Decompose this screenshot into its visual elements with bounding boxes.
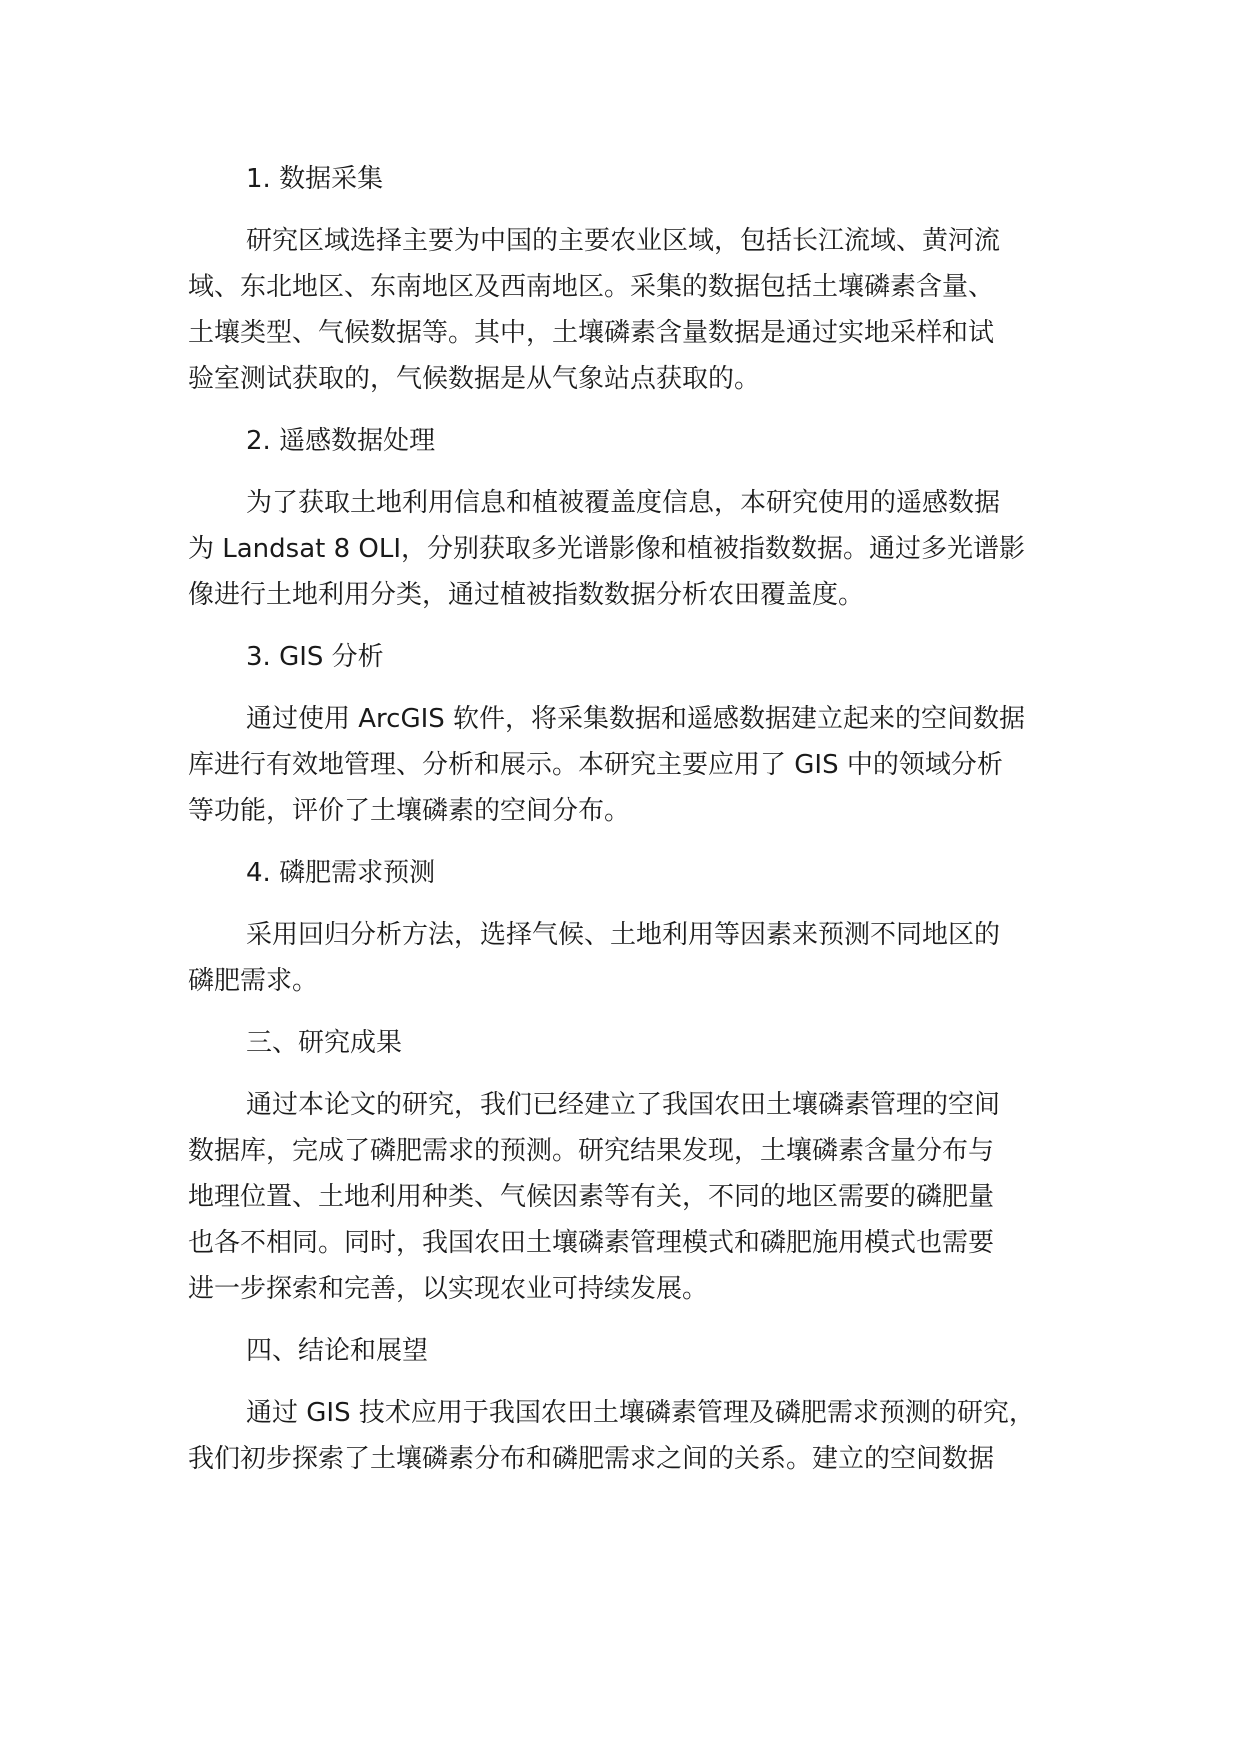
- section-heading-conclusion: 四、结论和展望: [246, 1336, 429, 1366]
- paragraph-line: 验室测试获取的，气候数据是从气象站点获取的。: [188, 364, 761, 394]
- section-heading-data-collection: 1. 数据采集: [246, 164, 384, 194]
- paragraph-line: 数据库，完成了磷肥需求的预测。研究结果发现，土壤磷素含量分布与: [188, 1136, 995, 1166]
- paragraph-line: 通过本论文的研究，我们已经建立了我国农田土壤磷素管理的空间: [246, 1090, 1001, 1120]
- paragraph-line: 为了获取土地利用信息和植被覆盖度信息，本研究使用的遥感数据: [246, 488, 1001, 518]
- paragraph-data-collection: [188, 218, 1053, 402]
- paragraph-research-results: [188, 1082, 1053, 1312]
- paragraph-gis-analysis: [188, 696, 1053, 834]
- paragraph-line: 像进行土地利用分类，通过植被指数数据分析农田覆盖度。: [188, 580, 865, 610]
- paragraph-conclusion: [188, 1390, 1053, 1482]
- paragraph-line: 等功能，评价了土壤磷素的空间分布。: [188, 796, 631, 826]
- document-page: [188, 156, 1053, 1498]
- paragraph-line: 土壤类型、气候数据等。其中，土壤磷素含量数据是通过实地采样和试: [188, 318, 995, 348]
- paragraph-line: 库进行有效地管理、分析和展示。本研究主要应用了 GIS 中的领域分析: [188, 750, 1003, 780]
- paragraph-line: 研究区域选择主要为中国的主要农业区域，包括长江流域、黄河流: [246, 226, 1001, 256]
- section-heading-research-results: 三、研究成果: [246, 1028, 403, 1058]
- section-heading-remote-sensing: 2. 遥感数据处理: [246, 426, 436, 456]
- paragraph-line: 我们初步探索了土壤磷素分布和磷肥需求之间的关系。建立的空间数据: [188, 1444, 995, 1474]
- paragraph-line: 域、东北地区、东南地区及西南地区。采集的数据包括土壤磷素含量、: [188, 272, 995, 302]
- section-heading-fertilizer-prediction: 4. 磷肥需求预测: [246, 858, 436, 888]
- paragraph-line: 磷肥需求。: [188, 966, 319, 996]
- section-heading-gis-analysis: 3. GIS 分析: [246, 642, 384, 672]
- paragraph-line: 通过使用 ArcGIS 软件，将采集数据和遥感数据建立起来的空间数据: [246, 704, 1026, 734]
- paragraph-line: 采用回归分析方法，选择气候、土地利用等因素来预测不同地区的: [246, 920, 1001, 950]
- paragraph-line: 为 Landsat 8 OLI，分别获取多光谱影像和植被指数数据。通过多光谱影: [188, 534, 1026, 564]
- paragraph-remote-sensing: [188, 480, 1053, 618]
- paragraph-line: 通过 GIS 技术应用于我国农田土壤磷素管理及磷肥需求预测的研究，: [246, 1398, 1035, 1428]
- paragraph-line: 也各不相同。同时，我国农田土壤磷素管理模式和磷肥施用模式也需要: [188, 1228, 995, 1258]
- paragraph-line: 进一步探索和完善，以实现农业可持续发展。: [188, 1274, 709, 1304]
- paragraph-line: 地理位置、土地利用种类、气候因素等有关，不同的地区需要的磷肥量: [188, 1182, 995, 1212]
- paragraph-fertilizer-prediction: [188, 912, 1053, 1004]
